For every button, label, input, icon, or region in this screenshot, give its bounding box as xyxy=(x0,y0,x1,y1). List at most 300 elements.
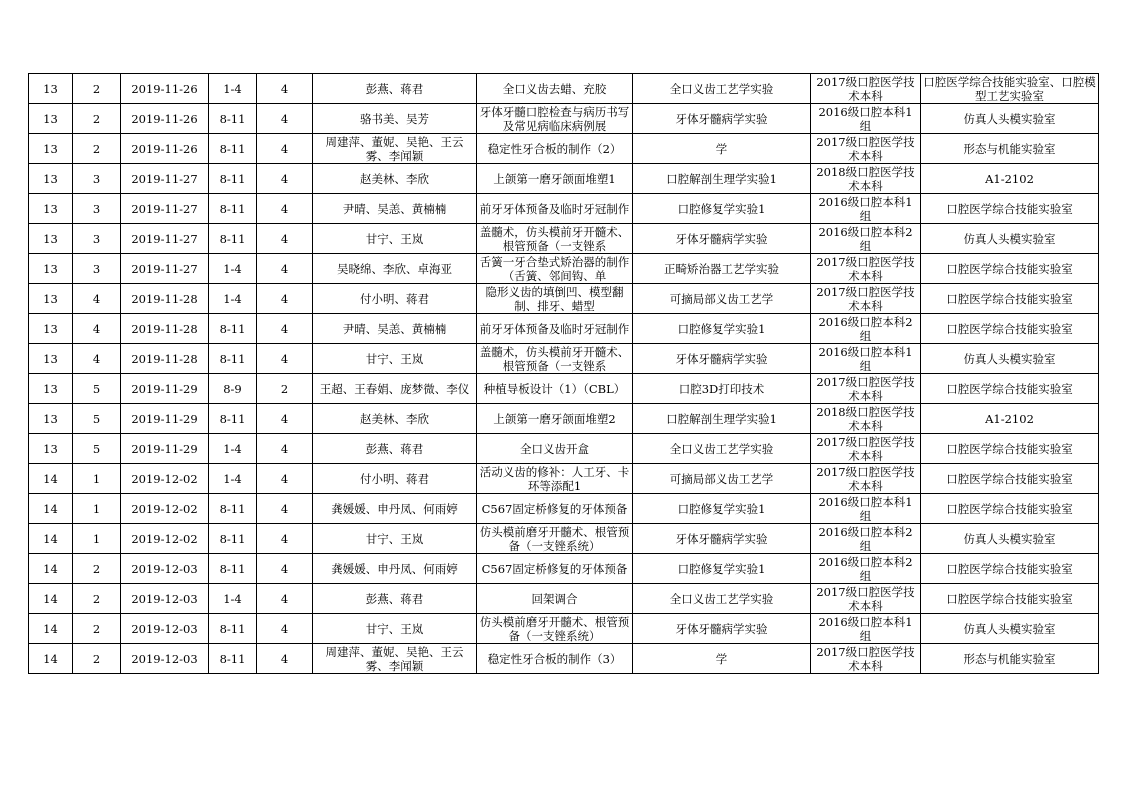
course-cell xyxy=(633,404,811,434)
week-text: 13 xyxy=(43,261,58,276)
room-text: 仿真人头模实验室 xyxy=(963,231,1056,246)
hours-text: 4 xyxy=(280,171,289,186)
date-cell xyxy=(121,104,209,134)
weekday-text: 2 xyxy=(92,81,101,96)
period-text: 8-11 xyxy=(219,111,246,126)
date-cell xyxy=(121,494,209,524)
content-text: 盖髓术，仿头模前牙开髓术、根管预备（一支锉系 xyxy=(479,224,630,253)
room-cell xyxy=(921,434,1099,464)
week-text: 13 xyxy=(43,321,58,336)
hours-text: 4 xyxy=(280,231,289,246)
room-cell xyxy=(921,344,1099,374)
room-text: 口腔医学综合技能实验室 xyxy=(946,471,1073,486)
content-text: 仿头模前磨牙开髓术、根管预备（一支锉系统） xyxy=(479,524,630,553)
class-cell xyxy=(811,104,921,134)
table-row xyxy=(29,644,1099,674)
teachers-cell xyxy=(313,644,477,674)
weekday-text: 2 xyxy=(92,111,101,126)
hours-text: 4 xyxy=(280,111,289,126)
period-cell xyxy=(209,74,257,104)
weekday-text: 3 xyxy=(92,261,101,276)
teachers-text: 彭燕、蒋君 xyxy=(365,81,424,96)
week-text: 13 xyxy=(43,201,58,216)
content-text: 活动义齿的修补：人工牙、卡环等添配1 xyxy=(479,464,630,493)
course-cell xyxy=(633,494,811,524)
period-text: 8-11 xyxy=(219,141,246,156)
week-cell xyxy=(29,254,73,284)
period-cell xyxy=(209,434,257,464)
room-cell xyxy=(921,134,1099,164)
weekday-text: 1 xyxy=(92,531,101,546)
date-text: 2019-12-02 xyxy=(131,471,198,486)
table-row xyxy=(29,194,1099,224)
class-text: 2016级口腔本科2组 xyxy=(818,314,913,343)
teachers-text: 周建萍、董妮、吴艳、王云雾、李闻颖 xyxy=(325,644,464,673)
period-cell xyxy=(209,104,257,134)
weekday-cell xyxy=(73,164,121,194)
course-cell xyxy=(633,284,811,314)
date-text: 2019-11-27 xyxy=(131,201,198,216)
room-cell xyxy=(921,494,1099,524)
hours-cell xyxy=(257,164,313,194)
weekday-cell xyxy=(73,224,121,254)
class-text: 2017级口腔医学技术本科 xyxy=(816,584,915,613)
hours-cell xyxy=(257,344,313,374)
week-text: 13 xyxy=(43,351,58,366)
course-text: 口腔修复学实验1 xyxy=(677,561,766,576)
week-text: 13 xyxy=(43,141,58,156)
hours-cell xyxy=(257,284,313,314)
week-cell xyxy=(29,164,73,194)
hours-cell xyxy=(257,254,313,284)
period-cell xyxy=(209,614,257,644)
teachers-cell xyxy=(313,464,477,494)
weekday-cell xyxy=(73,554,121,584)
weekday-text: 2 xyxy=(92,561,101,576)
date-text: 2019-12-02 xyxy=(131,501,198,516)
hours-text: 4 xyxy=(280,591,289,606)
content-cell xyxy=(477,464,633,494)
hours-text: 4 xyxy=(280,441,289,456)
weekday-cell xyxy=(73,614,121,644)
teachers-text: 周建萍、董妮、吴艳、王云雾、李闻颖 xyxy=(325,134,464,163)
table-row xyxy=(29,164,1099,194)
weekday-text: 2 xyxy=(92,591,101,606)
content-text: 前牙牙体预备及临时牙冠制作 xyxy=(479,321,630,336)
weekday-cell xyxy=(73,74,121,104)
teachers-cell xyxy=(313,314,477,344)
date-cell xyxy=(121,374,209,404)
hours-text: 4 xyxy=(280,651,289,666)
hours-text: 4 xyxy=(280,261,289,276)
course-text: 学 xyxy=(715,651,728,666)
class-text: 2016级口腔本科1组 xyxy=(818,104,913,133)
room-cell xyxy=(921,314,1099,344)
room-text: 口腔医学综合技能实验室、口腔模型工艺实验室 xyxy=(923,74,1096,103)
week-text: 14 xyxy=(43,471,58,486)
period-cell xyxy=(209,164,257,194)
date-cell xyxy=(121,134,209,164)
class-text: 2017级口腔医学技术本科 xyxy=(816,134,915,163)
class-text: 2017级口腔医学技术本科 xyxy=(816,464,915,493)
class-text: 2016级口腔本科1组 xyxy=(818,194,913,223)
room-text: 仿真人头模实验室 xyxy=(963,111,1056,126)
period-text: 1-4 xyxy=(223,261,242,276)
week-text: 14 xyxy=(43,531,58,546)
hours-text: 4 xyxy=(280,141,289,156)
teachers-cell xyxy=(313,404,477,434)
period-cell xyxy=(209,224,257,254)
date-text: 2019-11-29 xyxy=(131,411,198,426)
period-text: 1-4 xyxy=(223,81,242,96)
period-cell xyxy=(209,374,257,404)
weekday-text: 2 xyxy=(92,651,101,666)
content-text: 全口义齿开盒 xyxy=(520,441,589,456)
room-text: 口腔医学综合技能实验室 xyxy=(946,591,1073,606)
table-row xyxy=(29,134,1099,164)
hours-cell xyxy=(257,464,313,494)
period-cell xyxy=(209,554,257,584)
course-text: 口腔解剖生理学实验1 xyxy=(666,411,777,426)
week-text: 13 xyxy=(43,411,58,426)
course-cell xyxy=(633,74,811,104)
room-text: 口腔医学综合技能实验室 xyxy=(946,261,1073,276)
week-cell xyxy=(29,194,73,224)
course-text: 牙体牙髓病学实验 xyxy=(675,621,768,636)
class-cell xyxy=(811,134,921,164)
teachers-cell xyxy=(313,134,477,164)
period-cell xyxy=(209,194,257,224)
teachers-cell xyxy=(313,494,477,524)
week-text: 13 xyxy=(43,291,58,306)
course-text: 口腔修复学实验1 xyxy=(677,321,766,336)
teachers-text: 彭燕、蒋君 xyxy=(365,591,424,606)
weekday-text: 1 xyxy=(92,501,101,516)
table-row xyxy=(29,404,1099,434)
course-text: 可摘局部义齿工艺学 xyxy=(669,291,774,306)
room-text: 仿真人头模实验室 xyxy=(963,621,1056,636)
week-text: 13 xyxy=(43,231,58,246)
week-cell xyxy=(29,374,73,404)
period-text: 1-4 xyxy=(223,441,242,456)
course-cell xyxy=(633,584,811,614)
course-text: 学 xyxy=(715,141,728,156)
period-cell xyxy=(209,584,257,614)
date-text: 2019-11-29 xyxy=(131,381,198,396)
period-text: 8-9 xyxy=(223,381,242,396)
content-cell xyxy=(477,224,633,254)
schedule-body xyxy=(29,74,1099,674)
room-text: A1-2102 xyxy=(985,411,1034,426)
period-cell xyxy=(209,524,257,554)
teachers-text: 甘宁、王岚 xyxy=(365,351,424,366)
hours-cell xyxy=(257,644,313,674)
date-cell xyxy=(121,314,209,344)
class-text: 2017级口腔医学技术本科 xyxy=(816,434,915,463)
hours-cell xyxy=(257,74,313,104)
hours-cell xyxy=(257,434,313,464)
period-text: 1-4 xyxy=(223,591,242,606)
week-text: 14 xyxy=(43,501,58,516)
room-cell xyxy=(921,74,1099,104)
weekday-text: 1 xyxy=(92,471,101,486)
course-text: 口腔解剖生理学实验1 xyxy=(666,171,777,186)
date-cell xyxy=(121,644,209,674)
table-row xyxy=(29,614,1099,644)
room-cell xyxy=(921,224,1099,254)
weekday-text: 3 xyxy=(92,171,101,186)
period-text: 8-11 xyxy=(219,201,246,216)
week-cell xyxy=(29,404,73,434)
course-cell xyxy=(633,344,811,374)
content-cell xyxy=(477,434,633,464)
hours-text: 4 xyxy=(280,531,289,546)
period-cell xyxy=(209,284,257,314)
room-text: 口腔医学综合技能实验室 xyxy=(946,381,1073,396)
course-cell xyxy=(633,614,811,644)
table-row xyxy=(29,104,1099,134)
class-cell xyxy=(811,314,921,344)
content-cell xyxy=(477,494,633,524)
week-text: 13 xyxy=(43,441,58,456)
weekday-cell xyxy=(73,284,121,314)
course-text: 口腔3D打印技术 xyxy=(678,381,765,396)
week-text: 14 xyxy=(43,621,58,636)
content-text: 仿头模前磨牙开髓术、根管预备（一支锉系统） xyxy=(479,614,630,643)
period-cell xyxy=(209,134,257,164)
table-row xyxy=(29,254,1099,284)
teachers-text: 甘宁、王岚 xyxy=(365,621,424,636)
content-text: 隐形义齿的填倒凹、模型翻制、排牙、蜡型 xyxy=(485,284,624,313)
table-row xyxy=(29,314,1099,344)
table-row xyxy=(29,284,1099,314)
hours-cell xyxy=(257,104,313,134)
class-text: 2016级口腔本科2组 xyxy=(818,224,913,253)
teachers-cell xyxy=(313,584,477,614)
teachers-cell xyxy=(313,374,477,404)
room-text: 口腔医学综合技能实验室 xyxy=(946,501,1073,516)
date-text: 2019-11-28 xyxy=(131,321,198,336)
date-text: 2019-12-03 xyxy=(131,561,198,576)
course-text: 口腔修复学实验1 xyxy=(677,501,766,516)
course-text: 全口义齿工艺学实验 xyxy=(669,591,774,606)
content-cell xyxy=(477,164,633,194)
class-cell xyxy=(811,284,921,314)
hours-cell xyxy=(257,584,313,614)
content-text: 全口义齿去蜡、充胶 xyxy=(502,81,607,96)
teachers-cell xyxy=(313,524,477,554)
table-row xyxy=(29,224,1099,254)
class-text: 2016级口腔本科1组 xyxy=(818,494,913,523)
hours-cell xyxy=(257,524,313,554)
content-cell xyxy=(477,254,633,284)
weekday-text: 4 xyxy=(92,351,101,366)
date-text: 2019-11-28 xyxy=(131,291,198,306)
period-cell xyxy=(209,314,257,344)
week-cell xyxy=(29,524,73,554)
content-text: 稳定性牙合板的制作（2） xyxy=(487,141,622,156)
room-text: 形态与机能实验室 xyxy=(963,141,1056,156)
teachers-text: 王超、王春娟、庞梦微、李仪 xyxy=(319,381,470,396)
date-text: 2019-11-27 xyxy=(131,231,198,246)
date-cell xyxy=(121,254,209,284)
class-text: 2018级口腔医学技术本科 xyxy=(816,404,915,433)
content-text: 盖髓术，仿头模前牙开髓术、根管预备（一支锉系 xyxy=(479,344,630,373)
teachers-cell xyxy=(313,254,477,284)
class-cell xyxy=(811,164,921,194)
week-cell xyxy=(29,614,73,644)
room-text: 口腔医学综合技能实验室 xyxy=(946,441,1073,456)
content-text: 舌簧一牙合垫式矫治器的制作（舌簧、邻间钩、单 xyxy=(479,254,630,283)
weekday-text: 3 xyxy=(92,201,101,216)
room-cell xyxy=(921,524,1099,554)
date-cell xyxy=(121,164,209,194)
weekday-text: 3 xyxy=(92,231,101,246)
course-cell xyxy=(633,164,811,194)
date-text: 2019-12-03 xyxy=(131,621,198,636)
date-cell xyxy=(121,284,209,314)
class-cell xyxy=(811,344,921,374)
date-text: 2019-11-26 xyxy=(131,111,198,126)
schedule-table xyxy=(28,73,1099,674)
hours-cell xyxy=(257,314,313,344)
weekday-cell xyxy=(73,464,121,494)
class-text: 2017级口腔医学技术本科 xyxy=(816,74,915,103)
week-text: 14 xyxy=(43,561,58,576)
content-cell xyxy=(477,344,633,374)
course-cell xyxy=(633,524,811,554)
class-text: 2017级口腔医学技术本科 xyxy=(816,374,915,403)
table-row xyxy=(29,434,1099,464)
teachers-cell xyxy=(313,74,477,104)
class-cell xyxy=(811,494,921,524)
period-cell xyxy=(209,404,257,434)
date-text: 2019-11-29 xyxy=(131,441,198,456)
teachers-text: 彭燕、蒋君 xyxy=(365,441,424,456)
course-cell xyxy=(633,464,811,494)
room-cell xyxy=(921,104,1099,134)
course-text: 正畸矫治器工艺学实验 xyxy=(664,261,779,276)
class-text: 2018级口腔医学技术本科 xyxy=(816,164,915,193)
room-text: 口腔医学综合技能实验室 xyxy=(946,561,1073,576)
teachers-text: 龚媛媛、申丹凤、何雨婷 xyxy=(331,501,458,516)
course-cell xyxy=(633,194,811,224)
room-text: 口腔医学综合技能实验室 xyxy=(946,201,1073,216)
teachers-text: 尹晴、吴恙、黄楠楠 xyxy=(342,321,447,336)
content-cell xyxy=(477,134,633,164)
weekday-text: 4 xyxy=(92,291,101,306)
week-cell xyxy=(29,434,73,464)
course-cell xyxy=(633,314,811,344)
class-cell xyxy=(811,404,921,434)
table-row xyxy=(29,464,1099,494)
room-text: 仿真人头模实验室 xyxy=(963,351,1056,366)
table-row xyxy=(29,554,1099,584)
hours-cell xyxy=(257,194,313,224)
room-cell xyxy=(921,194,1099,224)
room-text: 口腔医学综合技能实验室 xyxy=(946,321,1073,336)
room-cell xyxy=(921,404,1099,434)
class-text: 2017级口腔医学技术本科 xyxy=(816,284,915,313)
class-cell xyxy=(811,194,921,224)
table-row xyxy=(29,524,1099,554)
date-cell xyxy=(121,434,209,464)
room-cell xyxy=(921,464,1099,494)
course-cell xyxy=(633,134,811,164)
date-text: 2019-12-03 xyxy=(131,591,198,606)
period-text: 8-11 xyxy=(219,621,246,636)
teachers-text: 甘宁、王岚 xyxy=(365,531,424,546)
table-row xyxy=(29,584,1099,614)
period-cell xyxy=(209,464,257,494)
teachers-text: 骆书美、吴芳 xyxy=(360,111,429,126)
weekday-cell xyxy=(73,254,121,284)
content-cell xyxy=(477,524,633,554)
class-text: 2017级口腔医学技术本科 xyxy=(816,254,915,283)
date-cell xyxy=(121,404,209,434)
class-cell xyxy=(811,464,921,494)
date-cell xyxy=(121,464,209,494)
week-text: 13 xyxy=(43,81,58,96)
content-text: 种植导板设计（1）（CBL） xyxy=(483,381,626,396)
hours-text: 4 xyxy=(280,501,289,516)
teachers-cell xyxy=(313,104,477,134)
content-text: 上颌第一磨牙颌面堆塑2 xyxy=(493,411,616,426)
class-cell xyxy=(811,584,921,614)
hours-text: 4 xyxy=(280,201,289,216)
content-cell xyxy=(477,644,633,674)
week-cell xyxy=(29,494,73,524)
room-cell xyxy=(921,284,1099,314)
teachers-text: 吴晓绵、李欣、卓海亚 xyxy=(337,261,452,276)
content-cell xyxy=(477,614,633,644)
hours-text: 2 xyxy=(280,381,289,396)
hours-cell xyxy=(257,374,313,404)
date-cell xyxy=(121,224,209,254)
date-cell xyxy=(121,74,209,104)
room-text: 口腔医学综合技能实验室 xyxy=(946,291,1073,306)
teachers-cell xyxy=(313,614,477,644)
hours-text: 4 xyxy=(280,561,289,576)
hours-text: 4 xyxy=(280,351,289,366)
week-cell xyxy=(29,554,73,584)
content-text: 稳定性牙合板的制作（3） xyxy=(487,651,622,666)
hours-cell xyxy=(257,404,313,434)
teachers-cell xyxy=(313,284,477,314)
period-text: 8-11 xyxy=(219,561,246,576)
hours-text: 4 xyxy=(280,321,289,336)
room-cell xyxy=(921,374,1099,404)
course-text: 牙体牙髓病学实验 xyxy=(675,231,768,246)
class-text: 2017级口腔医学技术本科 xyxy=(816,644,915,673)
content-cell xyxy=(477,314,633,344)
course-text: 牙体牙髓病学实验 xyxy=(675,531,768,546)
teachers-cell xyxy=(313,224,477,254)
course-text: 口腔修复学实验1 xyxy=(677,201,766,216)
room-cell xyxy=(921,584,1099,614)
teachers-text: 龚媛媛、申丹凤、何雨婷 xyxy=(331,561,458,576)
hours-cell xyxy=(257,554,313,584)
hours-cell xyxy=(257,614,313,644)
teachers-cell xyxy=(313,554,477,584)
week-cell xyxy=(29,464,73,494)
hours-text: 4 xyxy=(280,411,289,426)
weekday-cell xyxy=(73,434,121,464)
class-cell xyxy=(811,224,921,254)
weekday-cell xyxy=(73,134,121,164)
week-text: 14 xyxy=(43,651,58,666)
date-cell xyxy=(121,554,209,584)
